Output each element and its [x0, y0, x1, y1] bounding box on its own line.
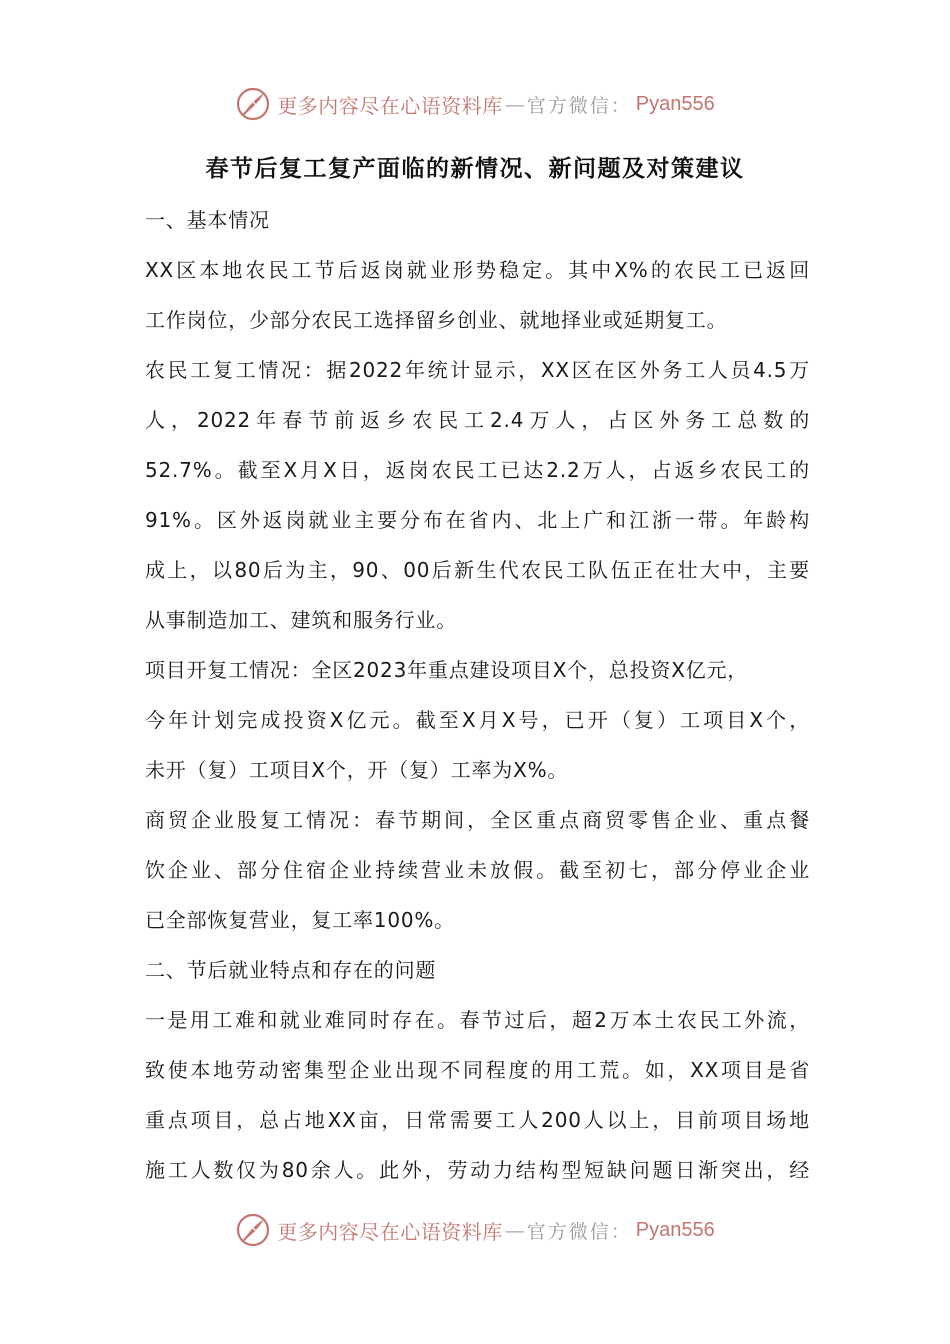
document-body: [145, 197, 810, 1197]
watermark-promo-text: 更多内容尽在心语资料库: [277, 1219, 503, 1244]
watermark-official-text: 官方微信：: [526, 94, 632, 117]
body-line: 从事制造加工、建筑和服务行业。: [145, 608, 457, 632]
section-heading: 一、基本情况: [145, 208, 270, 232]
watermark-wechat-id: Pyan556: [635, 92, 715, 115]
body-line: 工作岗位，少部分农民工选择留乡创业、就地择业或延期复工。: [145, 308, 728, 332]
body-line: 重点项目，总占地XX亩，日常需要工人200人以上，目前项目场地: [145, 1108, 810, 1132]
body-line: 未开（复）工项目X个，开（复）工率为X%。: [145, 758, 569, 782]
watermark-banner-top: [0, 82, 950, 126]
body-line: 施工人数仅为80余人。此外，劳动力结构型短缺问题日渐突出，经: [145, 1158, 810, 1182]
watermark-wechat-id: Pyan556: [635, 1218, 715, 1241]
body-line: 人，2022年春节前返乡农民工2.4万人，占区外务工总数的: [145, 408, 810, 432]
body-line: 农民工复工情况：据2022年统计显示，XX区在区外务工人员4.5万: [145, 358, 810, 382]
body-line: 饮企业、部分住宿企业持续营业未放假。截至初七，部分停业企业: [145, 858, 810, 882]
body-line: 已全部恢复营业，复工率100%。: [145, 908, 455, 932]
quill-logo-icon: [235, 1212, 271, 1248]
body-line: 项目开复工情况：全区2023年重点建设项目X个，总投资X亿元，: [145, 658, 749, 682]
body-line: 52.7%。截至X月X日，返岗农民工已达2.2万人，占返乡农民工的: [145, 458, 810, 482]
body-line: 致使本地劳动密集型企业出现不同程度的用工荒。如，XX项目是省: [145, 1058, 810, 1082]
watermark-dash: —: [504, 92, 525, 116]
watermark-banner-bottom: [0, 1208, 950, 1252]
body-line: XX区本地农民工节后返岗就业形势稳定。其中X%的农民工已返回: [145, 258, 810, 282]
body-line: 商贸企业股复工情况：春节期间，全区重点商贸零售企业、重点餐: [145, 808, 810, 832]
body-line: 今年计划完成投资X亿元。截至X月X号，已开（复）工项目X个，: [145, 708, 810, 732]
body-line: 91%。区外返岗就业主要分布在省内、北上广和江浙一带。年龄构: [145, 508, 810, 532]
document-title: 春节后复工复产面临的新情况、新问题及对策建议: [205, 156, 745, 182]
quill-logo-icon: [235, 86, 271, 122]
watermark-official-text: 官方微信：: [526, 1220, 632, 1243]
section-heading: 二、节后就业特点和存在的问题: [145, 958, 437, 982]
body-line: 一是用工难和就业难同时存在。春节过后，超2万本土农民工外流，: [145, 1008, 810, 1032]
watermark-dash: —: [504, 1218, 525, 1242]
watermark-promo-text: 更多内容尽在心语资料库: [277, 93, 503, 118]
body-line: 成上，以80后为主，90、00后新生代农民工队伍正在壮大中，主要: [145, 558, 810, 582]
